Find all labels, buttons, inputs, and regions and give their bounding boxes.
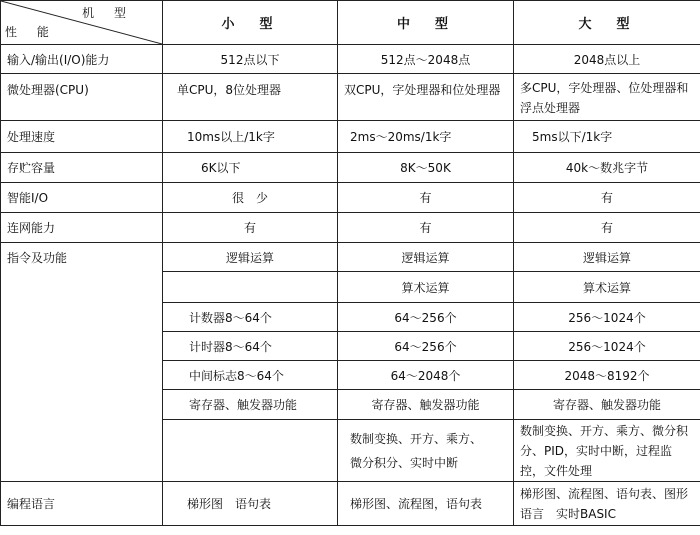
cell-small: 6K以下 [163, 153, 338, 183]
cell-large: 多CPU，字处理器、位处理器和浮点处理器 [514, 74, 700, 121]
row-memory [1, 153, 700, 183]
cell-medium: 512点～2048点 [338, 45, 514, 74]
row-smart-io [1, 183, 700, 213]
header-corner-performance: 性 能 [5, 25, 57, 39]
cell-small: 单CPU，8位处理器 [163, 74, 338, 121]
cell-small: 逻辑运算 [163, 243, 338, 272]
cell-medium: 64～2048个 [338, 361, 514, 390]
cell-large: 有 [514, 213, 700, 243]
header-large: 大 型 [514, 1, 700, 45]
cell-large: 算术运算 [514, 272, 700, 303]
cell-large: 5ms以下/1k字 [514, 121, 700, 153]
header-medium: 中 型 [338, 1, 514, 45]
row-label: 编程语言 [1, 482, 163, 526]
cell-small: 梯形图 语句表 [163, 482, 338, 526]
cell-small: 计数器8～64个 [163, 303, 338, 332]
cell-large: 40k～数兆字节 [514, 153, 700, 183]
row-label: 微处理器(CPU) [1, 74, 163, 121]
cell-medium: 寄存器、触发器功能 [338, 390, 514, 420]
cell-medium: 2ms～20ms/1k字 [338, 121, 514, 153]
cell-small [163, 420, 338, 482]
cell-medium: 逻辑运算 [338, 243, 514, 272]
row-network [1, 213, 700, 243]
header-corner-model: 机 型 [82, 6, 134, 20]
cell-large: 梯形图、流程图、语句表、图形语言 实时BASIC [514, 482, 700, 526]
cell-small: 很 少 [163, 183, 338, 213]
header-corner-cell [1, 1, 163, 45]
cell-small: 中间标志8～64个 [163, 361, 338, 390]
cell-small: 有 [163, 213, 338, 243]
row-speed [1, 121, 700, 153]
cell-large: 256～1024个 [514, 303, 700, 332]
cell-small: 10ms以上/1k字 [163, 121, 338, 153]
row-instructions-logic [1, 243, 700, 272]
cell-small [163, 272, 338, 303]
cell-large: 2048点以上 [514, 45, 700, 74]
row-language [1, 482, 700, 526]
cell-large: 256～1024个 [514, 332, 700, 361]
cell-medium: 8K～50K [338, 153, 514, 183]
header-row [1, 1, 700, 45]
cell-large: 逻辑运算 [514, 243, 700, 272]
cell-medium: 64～256个 [338, 303, 514, 332]
row-label: 处理速度 [1, 121, 163, 153]
header-small: 小 型 [163, 1, 338, 45]
cell-medium: 数制变换、开方、乘方、微分积分、实时中断 [338, 420, 514, 482]
cell-small: 寄存器、触发器功能 [163, 390, 338, 420]
cell-large: 寄存器、触发器功能 [514, 390, 700, 420]
cell-medium: 有 [338, 213, 514, 243]
row-label: 输入/输出(I/O)能力 [1, 45, 163, 74]
row-label: 连网能力 [1, 213, 163, 243]
row-label: 智能I/O [1, 183, 163, 213]
cell-large: 数制变换、开方、乘方、微分积分、PID，实时中断，过程监控，文件处理 [514, 420, 700, 482]
cell-large: 2048～8192个 [514, 361, 700, 390]
row-cpu [1, 74, 700, 121]
cell-large: 有 [514, 183, 700, 213]
cell-medium: 有 [338, 183, 514, 213]
cell-small: 512点以下 [163, 45, 338, 74]
cell-small: 计时器8～64个 [163, 332, 338, 361]
row-io [1, 45, 700, 74]
row-label: 存贮容量 [1, 153, 163, 183]
cell-medium: 梯形图、流程图，语句表 [338, 482, 514, 526]
cell-medium: 算术运算 [338, 272, 514, 303]
cell-medium: 双CPU，字处理器和位处理器 [338, 74, 514, 121]
row-label: 指令及功能 [1, 243, 163, 482]
cell-medium: 64～256个 [338, 332, 514, 361]
